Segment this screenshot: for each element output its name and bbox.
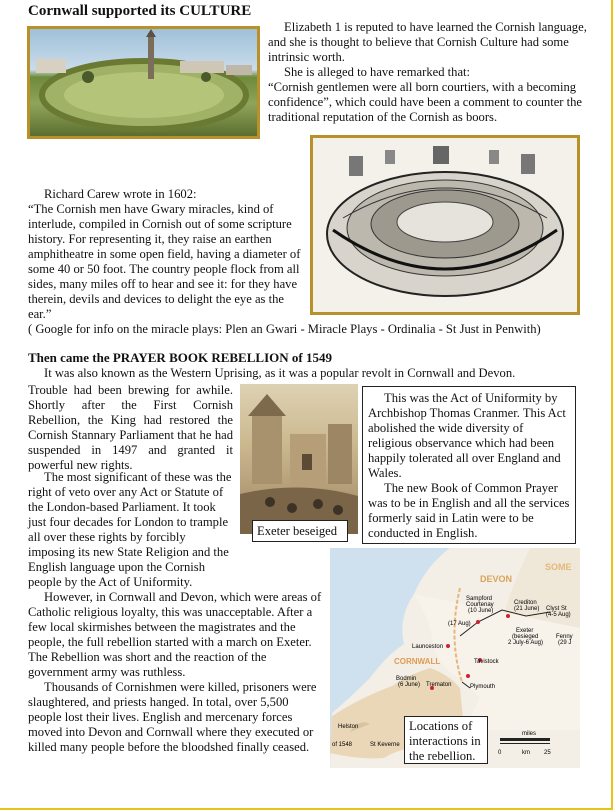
map-label-miles: miles [522,731,537,737]
map-label-some: SOME [545,562,572,572]
map-label-twentyfive: 25 [544,750,551,756]
miracle-play-engraving [310,135,580,315]
map-label-june10: (10 June) [468,608,494,614]
google-note: ( Google for info on the miracle plays: Plen an Gwari - Miracle Plays - Ordinalia - St Just in Penwith) [28,322,541,336]
map-label-tavistock: Tavistock [474,659,499,665]
map-label-fenny: Fenny [556,634,573,640]
map-label-of1548: of 1548 [332,742,353,748]
plen-an-gwari-photo [27,26,260,139]
elizabeth-quote: “Cornish gentlemen were all born courtiers, with a becoming confidence”, which could have been a comment to counter the traditional reputation of the Cornish as boors. [268,80,583,124]
rebellion-para-2-start [28,470,233,590]
map-caption: Locations of interactions in the rebellion. [404,716,488,764]
map-label-cornwall: CORNWALL [394,657,441,666]
map-label-aug17: (17 Aug) [448,621,471,627]
map-label-aug45: (4-5 Aug) [546,612,571,618]
carew-quote: “The Cornish men have Gwary miracles, kind of interlude, compiled in Cornish out of some scripture history. For representing it, they raise an earthen amphitheatre in some open field, having a diameter of some 40 or 50 foot. The country people flock from all sides, many miles off to hear and see it: for they have therein, devils and devices to delight the eye as the ear.” [28,202,301,321]
carew-intro: Richard Carew wrote in 1602: [44,187,197,201]
map-label-clyst: Clyst St [546,606,567,612]
rebellion-para-4-text: Thousands of Cornishmen were killed, prisoners were slaughtered, and priests hanged. In total, over 5,500 people lost their lives. English and mercenary forces moved into Devon and Cornwall where they executed or killed many people before the bloodshed finally ceased. [28,680,317,754]
map-label-trematon: Trematon [426,682,452,688]
map-label-june6: (6 June) [398,682,421,688]
map-label-besieged: (besieged [512,634,539,640]
map-label-bodmin: Bodmin [396,676,417,682]
act-of-uniformity-box [362,386,576,544]
map-label-devon: DEVON [480,574,513,584]
elizabeth-para-1: Elizabeth 1 is reputed to have learned the Cornish language, and she is thought to believe that Cornish Culture had some intrinsic worth. [268,20,587,64]
uniformity-para-1: This was the Act of Uniformity by Archbishop Thomas Cranmer. This Act abolished the wide diversity of religious observance which had been happily tolerated all over England and Wales. [368,391,566,480]
map-label-km: km [522,750,530,756]
map-label-jul29: (29 J [558,640,572,646]
map-label-launceston: Launceston [412,644,444,650]
elizabeth-text [268,20,588,125]
engraving-image [313,138,577,312]
map-label-crediton: Crediton [514,600,537,606]
map-label-plymouth: Plymouth [470,684,496,690]
exeter-caption: Exeter beseiged [252,520,348,542]
rebellion-para-1: Trouble had been brewing for awhile. Shortly after the First Cornish Rebellion, the King had restored the Cornish Stannary Parliament that he had suspended in 1497 and granted it powerful new rights. [28,383,233,472]
rebellion-para-4 [28,680,324,755]
map-label-exeter: Exeter [516,628,534,634]
siege-image [240,384,358,534]
exeter-besieged-picture [240,384,358,534]
map-label-zero: 0 [498,750,502,756]
map-label-courtenay: Courtenay [466,602,494,608]
rebellion-para-3-text: However, in Cornwall and Devon, which were areas of Catholic religious loyalty, this was unacceptable. After a few local skirmishes between the magistrates and the people, the full rebellion started with a march on Exeter. The Rebellion was short and the reaction of the government army was ruthless. [28,590,322,679]
map-label-july-aug: 2 July-6 Aug) [508,640,544,646]
rebellion-intro: It was also known as the Western Uprising, as it was a popular revolt in Cornwall and Devon. [44,366,516,380]
section-title-rebellion: Then came the PRAYER BOOK REBELLION of 1549 [28,350,332,365]
map-label-helston: Helston [338,724,359,730]
amphitheatre-image [30,29,257,136]
carew-text [28,187,303,322]
uniformity-para-2: The new Book of Common Prayer was to be in English and all the services formerly said in Latin were to be conducted in English. [368,481,570,540]
rebellion-para-3 [28,590,324,680]
map-label-june21: (21 June) [514,606,540,612]
rebellion-para-2: The most significant of these was the right of veto over any Act or Statute of the London-based Parliament. It took just four decades for London to trample all over these rights by forcibly imposing its new State Religion and the English language upon the Cornish people by the Act of Uniformity. [28,470,232,589]
elizabeth-para-2: She is alleged to have remarked that: [284,65,471,79]
section-title-culture: Cornwall supported its CULTURE [28,3,252,19]
map-label-st-keverne: St Keverne [370,742,400,748]
map-label-sampford: Sampford [466,596,493,602]
